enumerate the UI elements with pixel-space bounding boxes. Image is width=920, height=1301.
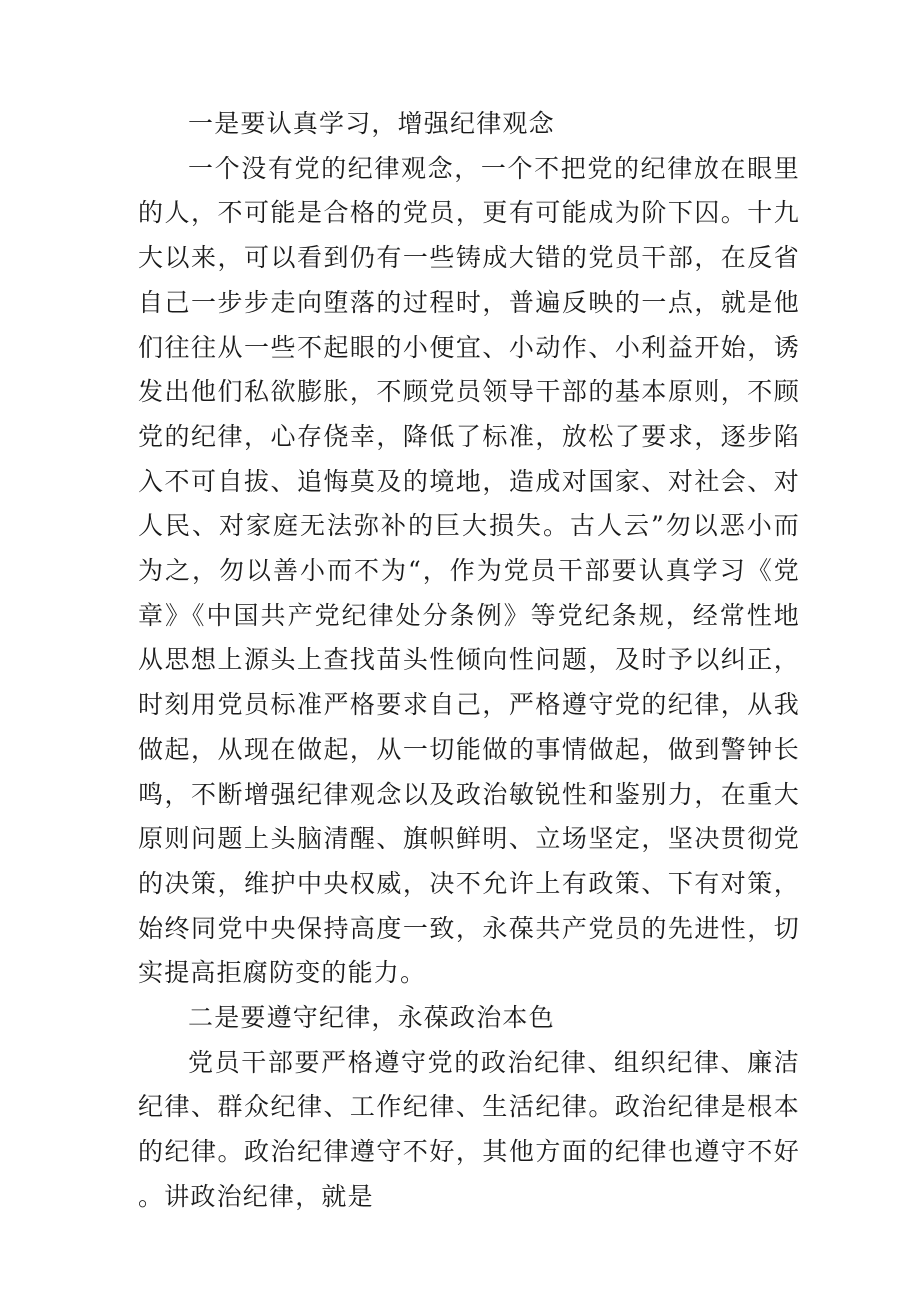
document-body (138, 102, 800, 1220)
section-heading-1: 一是要认真学习，增强纪律观念 (188, 109, 555, 138)
section-paragraph-2: 党员干部要严格遵守党的政治纪律、组织纪律、廉洁纪律、群众纪律、工作纪律、生活纪律。政治纪律是根本的纪律。政治纪律遵守不好，其他方面的纪律也遵守不好。讲政治纪律，就是 (138, 1047, 800, 1211)
section-heading-2: 二是要遵守纪律，永葆政治本色 (188, 1003, 555, 1033)
section-paragraph-1: 一个没有党的纪律观念，一个不把党的纪律放在眼里的人，不可能是合格的党员，更有可能成为阶下囚。十九大以来，可以看到仍有一些铸成大错的党员干部，在反省自己一步步走向堕落的过程时，普遍反映的一点，就是他们往往从一些不起眼的小便宜、小动作、小利益开始，诱发出他们私欲膨胀，不顾党员领导干部的基本原则，不顾党的纪律，心存侥幸，降低了标准，放松了要求，逐步陷入不可自拔、追悔莫及的境地，造成对国家、对社会、对人民、对家庭无法弥补的巨大损失。古人云”勿以恶小而为之，勿以善小而不为“，作为党员干部要认真学习《党章》《中国共产党纪律处分条例》等党纪条规，经常性地从思想上源头上查找苗头性倾向性问题，及时予以纠正，时刻用党员标准严格要求自己，严格遵守党的纪律，从我做起，从现在做起，从一切能做的事情做起，做到警钟长鸣，不断增强纪律观念以及政治敏锐性和鉴别力，在重大原则问题上头脑清醒、旗帜鲜明、立场坚定，坚决贯彻党的决策，维护中央权威，决不允许上有政策、下有对策，始终同党中央保持高度一致，永葆共产党员的先进性，切实提高拒腐防变的能力。 (138, 153, 800, 988)
